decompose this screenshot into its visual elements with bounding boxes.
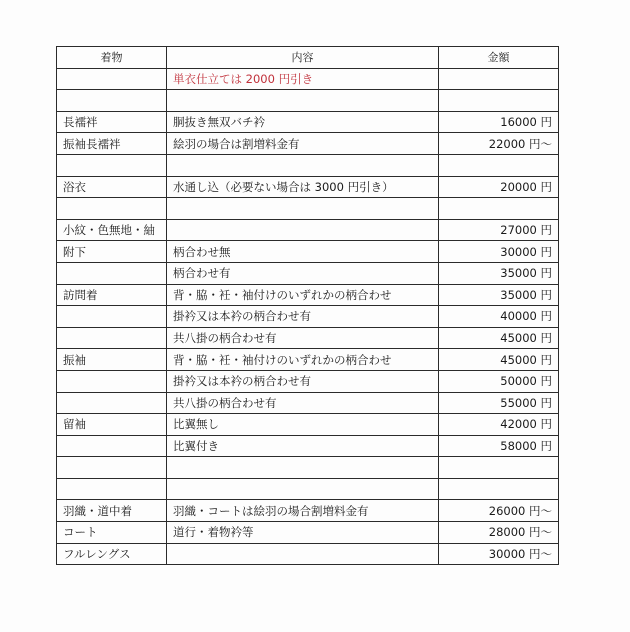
- content-cell: 水通し込（必要ない場合は 3000 円引き）: [167, 176, 439, 198]
- table-row: [57, 306, 559, 328]
- amount-cell: 16000 円: [439, 111, 559, 133]
- kimono-type-cell: [57, 68, 167, 90]
- price-table: [56, 46, 559, 565]
- table-row: [57, 457, 559, 479]
- content-cell: 胴抜き無双バチ衿: [167, 111, 439, 133]
- table-row: [57, 262, 559, 284]
- amount-cell: 42000 円: [439, 414, 559, 436]
- kimono-type-cell: 附下: [57, 241, 167, 263]
- kimono-type-cell: [57, 198, 167, 220]
- table-row: [57, 370, 559, 392]
- table-header: [57, 47, 559, 69]
- content-cell: 柄合わせ有: [167, 262, 439, 284]
- header-amount: 金額: [439, 47, 559, 69]
- kimono-type-cell: [57, 90, 167, 112]
- kimono-type-cell: [57, 478, 167, 500]
- table-row: [57, 111, 559, 133]
- content-cell: [167, 90, 439, 112]
- kimono-type-cell: コート: [57, 522, 167, 544]
- amount-cell: 20000 円: [439, 176, 559, 198]
- kimono-type-cell: 留袖: [57, 414, 167, 436]
- header-row: [57, 47, 559, 69]
- amount-cell: 45000 円: [439, 327, 559, 349]
- content-cell: 共八掛の柄合わせ有: [167, 327, 439, 349]
- amount-cell: [439, 90, 559, 112]
- content-cell: 羽織・コートは絵羽の場合割増料金有: [167, 500, 439, 522]
- table-row: [57, 500, 559, 522]
- content-cell: 単衣仕立ては 2000 円引き: [167, 68, 439, 90]
- content-cell: 道行・着物衿等: [167, 522, 439, 544]
- kimono-type-cell: [57, 154, 167, 176]
- content-cell: [167, 457, 439, 479]
- kimono-type-cell: [57, 435, 167, 457]
- amount-cell: [439, 457, 559, 479]
- kimono-type-cell: 訪問着: [57, 284, 167, 306]
- kimono-type-cell: [57, 392, 167, 414]
- amount-cell: [439, 154, 559, 176]
- content-cell: [167, 478, 439, 500]
- amount-cell: 40000 円: [439, 306, 559, 328]
- amount-cell: [439, 478, 559, 500]
- amount-cell: 26000 円～: [439, 500, 559, 522]
- content-cell: 背・脇・衽・袖付けのいずれかの柄合わせ: [167, 349, 439, 371]
- amount-cell: [439, 68, 559, 90]
- table-row: [57, 392, 559, 414]
- table-row: [57, 435, 559, 457]
- content-cell: 絵羽の場合は割増料金有: [167, 133, 439, 155]
- table-row: [57, 349, 559, 371]
- kimono-type-cell: 羽織・道中着: [57, 500, 167, 522]
- table-row: [57, 327, 559, 349]
- amount-cell: 55000 円: [439, 392, 559, 414]
- amount-cell: 35000 円: [439, 284, 559, 306]
- kimono-type-cell: 小紋・色無地・紬: [57, 219, 167, 241]
- amount-cell: 45000 円: [439, 349, 559, 371]
- content-cell: [167, 198, 439, 220]
- table-row: [57, 284, 559, 306]
- amount-cell: 30000 円: [439, 241, 559, 263]
- content-cell: [167, 219, 439, 241]
- amount-cell: 35000 円: [439, 262, 559, 284]
- content-cell: [167, 543, 439, 565]
- table-row: [57, 133, 559, 155]
- amount-cell: 50000 円: [439, 370, 559, 392]
- table-row: [57, 154, 559, 176]
- amount-cell: 28000 円～: [439, 522, 559, 544]
- content-cell: 掛衿又は本衿の柄合わせ有: [167, 370, 439, 392]
- table-row: [57, 219, 559, 241]
- amount-cell: 27000 円: [439, 219, 559, 241]
- table-body: [57, 68, 559, 565]
- kimono-type-cell: 長襦袢: [57, 111, 167, 133]
- content-cell: 柄合わせ無: [167, 241, 439, 263]
- content-cell: [167, 154, 439, 176]
- kimono-type-cell: [57, 457, 167, 479]
- kimono-type-cell: [57, 327, 167, 349]
- table-row: [57, 90, 559, 112]
- amount-cell: 22000 円～: [439, 133, 559, 155]
- table-row: [57, 198, 559, 220]
- kimono-type-cell: 振袖長襦袢: [57, 133, 167, 155]
- amount-cell: 30000 円～: [439, 543, 559, 565]
- kimono-type-cell: [57, 370, 167, 392]
- table-row: [57, 68, 559, 90]
- kimono-type-cell: [57, 262, 167, 284]
- content-cell: 比翼付き: [167, 435, 439, 457]
- content-cell: 共八掛の柄合わせ有: [167, 392, 439, 414]
- kimono-type-cell: フルレングス: [57, 543, 167, 565]
- kimono-type-cell: 振袖: [57, 349, 167, 371]
- kimono-type-cell: [57, 306, 167, 328]
- kimono-type-cell: 浴衣: [57, 176, 167, 198]
- content-cell: 背・脇・衽・袖付けのいずれかの柄合わせ: [167, 284, 439, 306]
- amount-cell: 58000 円: [439, 435, 559, 457]
- content-cell: 比翼無し: [167, 414, 439, 436]
- header-kimono: 着物: [57, 47, 167, 69]
- table-row: [57, 478, 559, 500]
- table-row: [57, 176, 559, 198]
- content-cell: 掛衿又は本衿の柄合わせ有: [167, 306, 439, 328]
- table-row: [57, 241, 559, 263]
- table-row: [57, 543, 559, 565]
- header-content: 内容: [167, 47, 439, 69]
- table-row: [57, 522, 559, 544]
- table-row: [57, 414, 559, 436]
- amount-cell: [439, 198, 559, 220]
